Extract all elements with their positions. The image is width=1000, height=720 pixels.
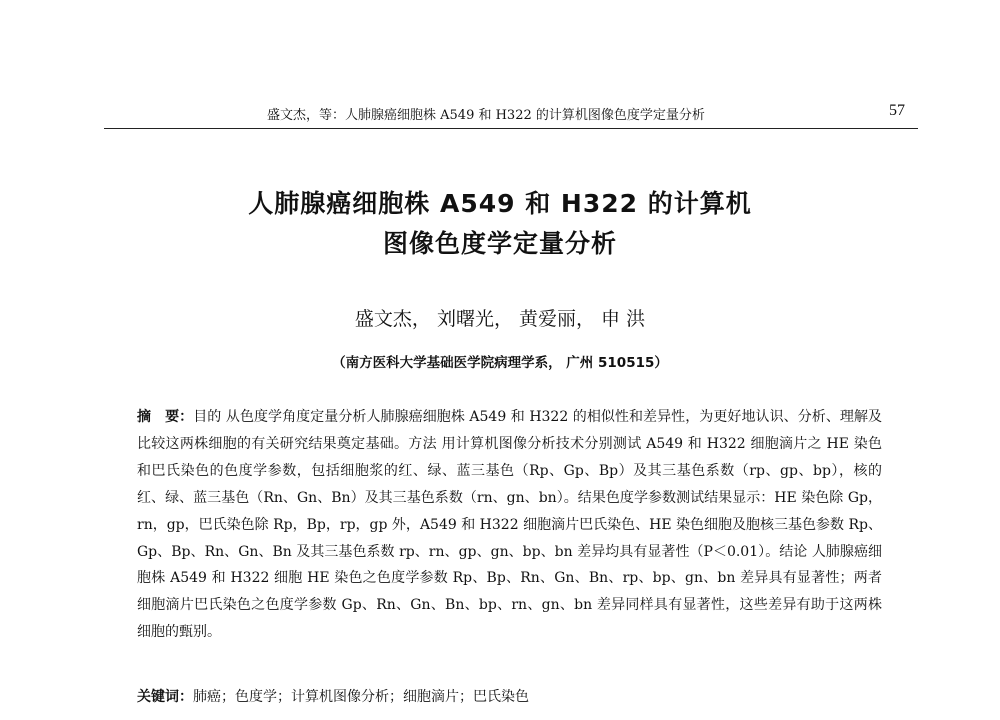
abstract — [137, 404, 882, 646]
header-rule — [104, 128, 918, 129]
running-title: 盛文杰，等：人肺腺癌细胞株 A549 和 H322 的计算机图像色度学定量分析 — [267, 108, 705, 123]
keywords-text: 肺癌；色度学；计算机图像分析；细胞滴片；巴氏染色 — [193, 689, 529, 705]
author-list: 盛文杰， 刘曙光， 黄爱丽， 申 洪 — [354, 308, 646, 330]
article-title-line-2: 图像色度学定量分析 — [382, 229, 617, 258]
page-number: 57 — [889, 102, 905, 119]
keywords — [137, 686, 882, 706]
keywords-label: 关键词： — [137, 689, 193, 705]
affiliation: （南方医科大学基础医学院病理学系， 广州 510515） — [332, 355, 668, 371]
article-title-line-1: 人肺腺癌细胞株 A549 和 H322 的计算机 — [248, 189, 752, 218]
abstract-text: 目的 从色度学角度定量分析人肺腺癌细胞株 A549 和 H322 的相似性和差异性，为更好地认识、分析、理解及比较这两株细胞的有关研究结果奠定基础。方法 用计算机图像分析技术分别测试 A549 和 H322 细胞滴片之 HE 染色和巴氏染色的色度学参数，包括细胞浆的红、绿、蓝三基色（Rp、Gp、Bp）及其三基色系数（rp、gp、bp），核的红、绿、蓝三基色（Rn、Gn、Bn）及其三基色系数（rn、gn、bn）。结果色度学参数测试结果显示：HE 染色除 Gp，rn，gp，巴氏染色除 Rp，Bp，rp，gp 外，A549 和 H322 细胞滴片巴氏染色、HE 染色细胞及胞核三基色参数 Rp、Gp、Bp、Rn、Gn、Bn 及其三基色系数 rp、rn、gp、gn、bp、bn 差异均具有显著性（P＜0.01）。结论 人肺腺癌细胞株 A549 和 H322 细胞 HE 染色之色度学参数 Rp、Bp、Rn、Gn、Bn、rp、bp、gn、bn 差异具有显著性；两者细胞滴片巴氏染色之色度学参数 Gp、Rn、Gn、Bn、bp、rn、gn、bn 差异同样具有显著性，这些差异有助于这两株细胞的甄别。 — [137, 409, 883, 641]
running-header — [0, 100, 1000, 124]
abstract-label: 摘 要： — [137, 409, 194, 425]
